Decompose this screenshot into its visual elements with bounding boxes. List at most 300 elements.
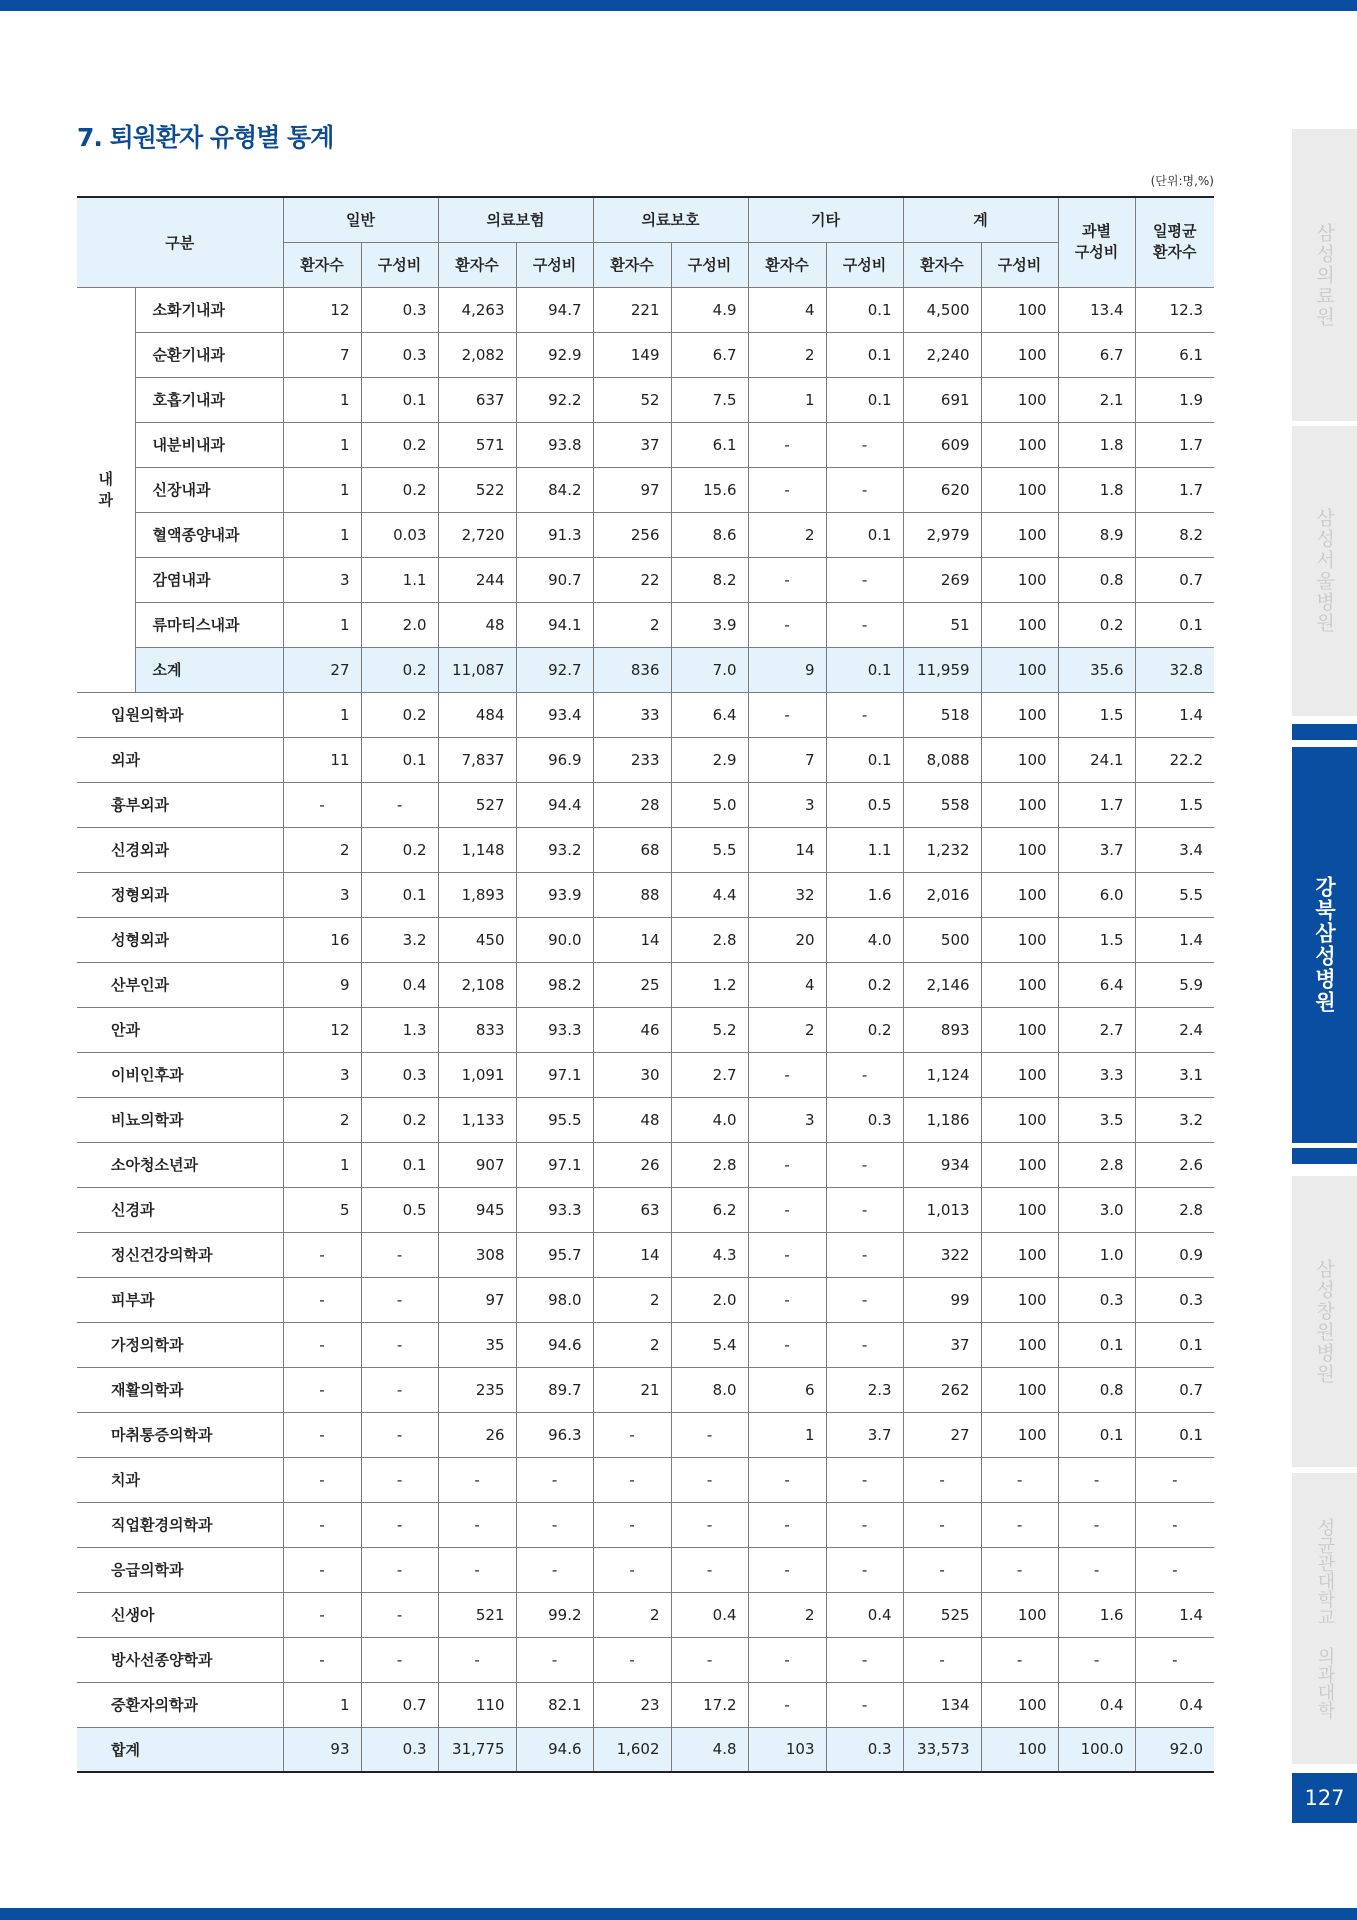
table-cell: 7 — [283, 332, 361, 377]
table-cell: 4 — [748, 962, 826, 1007]
row-label: 입원의학과 — [77, 692, 283, 737]
table-cell: - — [593, 1457, 671, 1502]
table-cell: 97.1 — [516, 1142, 593, 1187]
row-label: 소아청소년과 — [77, 1142, 283, 1187]
table-cell: - — [283, 1412, 361, 1457]
table-cell: - — [826, 422, 903, 467]
table-cell: 35 — [438, 1322, 516, 1367]
table-cell: 0.3 — [361, 1052, 438, 1097]
table-cell: 0.1 — [826, 287, 903, 332]
table-cell: 0.1 — [1135, 1322, 1214, 1367]
table-cell: 6.7 — [671, 332, 748, 377]
table-cell: 0.2 — [826, 1007, 903, 1052]
table-cell: 100 — [981, 647, 1058, 692]
table-cell: 2 — [748, 512, 826, 557]
table-cell: 93.8 — [516, 422, 593, 467]
table-cell: 97.1 — [516, 1052, 593, 1097]
row-label: 호흡기내과 — [135, 377, 283, 422]
table-cell: 7.5 — [671, 377, 748, 422]
table-cell: 637 — [438, 377, 516, 422]
table-cell: 3.4 — [1135, 827, 1214, 872]
table-row — [77, 377, 1214, 422]
table-cell: 48 — [593, 1097, 671, 1142]
table-cell: 100 — [981, 557, 1058, 602]
table-cell: 7,837 — [438, 737, 516, 782]
table-cell: 0.1 — [826, 647, 903, 692]
table-cell: 2.8 — [1135, 1187, 1214, 1232]
table-cell: 3.3 — [1058, 1052, 1135, 1097]
row-label: 피부과 — [77, 1277, 283, 1322]
table-cell: - — [826, 1637, 903, 1682]
table-cell: 100 — [981, 1277, 1058, 1322]
active-tab-marker — [1292, 1148, 1357, 1164]
table-cell: 1.0 — [1058, 1232, 1135, 1277]
table-cell: 1,232 — [903, 827, 981, 872]
table-cell: 134 — [903, 1682, 981, 1727]
header-ratio: 구성비 — [826, 242, 903, 287]
table-cell: 945 — [438, 1187, 516, 1232]
table-cell: 22.2 — [1135, 737, 1214, 782]
table-cell: 0.1 — [1135, 602, 1214, 647]
table-cell: - — [903, 1547, 981, 1592]
table-cell: 8.2 — [671, 557, 748, 602]
table-cell: 893 — [903, 1007, 981, 1052]
table-cell: 88 — [593, 872, 671, 917]
table-cell: 0.7 — [1135, 1367, 1214, 1412]
table-cell: 90.7 — [516, 557, 593, 602]
table-cell: - — [826, 1682, 903, 1727]
table-cell: 84.2 — [516, 467, 593, 512]
side-tab-kangbuk-samsung-hospital[interactable]: 강북삼성병원 — [1292, 747, 1357, 1143]
table-cell: 8.2 — [1135, 512, 1214, 557]
table-cell: 1,186 — [903, 1097, 981, 1142]
row-label: 정형외과 — [77, 872, 283, 917]
table-cell: 1.2 — [671, 962, 748, 1007]
table-cell: - — [283, 782, 361, 827]
table-cell: 6.7 — [1058, 332, 1135, 377]
table-cell: 2 — [748, 332, 826, 377]
table-cell: 0.1 — [361, 872, 438, 917]
table-cell: 99.2 — [516, 1592, 593, 1637]
table-cell: 20 — [748, 917, 826, 962]
table-cell: 1.4 — [1135, 1592, 1214, 1637]
table-cell: - — [593, 1412, 671, 1457]
table-cell: 0.5 — [826, 782, 903, 827]
table-cell: - — [361, 1277, 438, 1322]
table-cell: 1.5 — [1058, 692, 1135, 737]
table-cell: 1,091 — [438, 1052, 516, 1097]
table-cell: 26 — [593, 1142, 671, 1187]
table-cell: - — [826, 1322, 903, 1367]
table-cell: 2.8 — [671, 917, 748, 962]
table-cell: 450 — [438, 917, 516, 962]
page-title: 7. 퇴원환자 유형별 통계 — [77, 123, 334, 152]
row-label: 외과 — [77, 737, 283, 782]
active-tab-marker — [1292, 724, 1357, 740]
table-cell: 934 — [903, 1142, 981, 1187]
table-cell: 0.4 — [361, 962, 438, 1007]
table-cell: 571 — [438, 422, 516, 467]
row-label: 산부인과 — [77, 962, 283, 1007]
table-cell: 100 — [981, 377, 1058, 422]
table-row — [77, 962, 1214, 1007]
row-label: 혈액종양내과 — [135, 512, 283, 557]
table-row — [77, 1592, 1214, 1637]
table-cell: 2 — [593, 1592, 671, 1637]
table-cell: 0.2 — [361, 422, 438, 467]
table-cell: - — [748, 1457, 826, 1502]
row-label: 안과 — [77, 1007, 283, 1052]
table-cell: 1.9 — [1135, 377, 1214, 422]
table-cell: 2.7 — [1058, 1007, 1135, 1052]
side-tab-samsung-changwon-hospital[interactable]: 삼성창원병원 — [1292, 1176, 1357, 1467]
table-cell: 3 — [748, 1097, 826, 1142]
table-cell: 521 — [438, 1592, 516, 1637]
table-cell: 522 — [438, 467, 516, 512]
table-cell: - — [516, 1502, 593, 1547]
table-cell: 5.5 — [1135, 872, 1214, 917]
header-ratio: 구성비 — [981, 242, 1058, 287]
table-cell: 0.2 — [361, 1097, 438, 1142]
table-cell: 48 — [438, 602, 516, 647]
table-cell: 5.9 — [1135, 962, 1214, 1007]
table-cell: 100 — [981, 1187, 1058, 1232]
table-cell: 100 — [981, 1412, 1058, 1457]
table-cell: 1 — [283, 602, 361, 647]
row-group-internal-medicine: 내 과 — [77, 287, 135, 692]
table-cell: 1,148 — [438, 827, 516, 872]
row-label: 성형외과 — [77, 917, 283, 962]
table-cell: 1 — [283, 692, 361, 737]
table-cell: 6.0 — [1058, 872, 1135, 917]
table-cell: 4.0 — [671, 1097, 748, 1142]
table-cell: - — [671, 1502, 748, 1547]
table-cell: 14 — [593, 1232, 671, 1277]
page-number: 127 — [1292, 1773, 1357, 1823]
table-cell: - — [826, 1457, 903, 1502]
table-cell: - — [361, 1367, 438, 1412]
table-cell: - — [748, 1232, 826, 1277]
table-cell: 14 — [748, 827, 826, 872]
table-cell: - — [593, 1637, 671, 1682]
table-cell: 2.6 — [1135, 1142, 1214, 1187]
table-cell: 2 — [283, 827, 361, 872]
table-cell: 518 — [903, 692, 981, 737]
table-cell: 0.7 — [1135, 557, 1214, 602]
table-cell: 21 — [593, 1367, 671, 1412]
table-cell: - — [671, 1412, 748, 1457]
table-cell: - — [981, 1457, 1058, 1502]
table-cell: 0.3 — [826, 1727, 903, 1772]
table-cell: 100 — [981, 1142, 1058, 1187]
table-cell: - — [903, 1637, 981, 1682]
row-label: 소화기내과 — [135, 287, 283, 332]
table-cell: 100 — [981, 1592, 1058, 1637]
table-cell: - — [826, 1142, 903, 1187]
table-row — [77, 422, 1214, 467]
table-cell: 2 — [283, 1097, 361, 1142]
table-cell: 4.3 — [671, 1232, 748, 1277]
table-cell: 1.7 — [1135, 422, 1214, 467]
table-cell: - — [748, 1547, 826, 1592]
table-cell: 93.3 — [516, 1187, 593, 1232]
table-cell: 1,124 — [903, 1052, 981, 1097]
header-group-other: 기타 — [748, 197, 903, 242]
row-label: 합계 — [77, 1727, 283, 1772]
table-cell: 0.1 — [826, 737, 903, 782]
table-cell: - — [1058, 1457, 1135, 1502]
table-cell: 22 — [593, 557, 671, 602]
table-cell: 484 — [438, 692, 516, 737]
table-cell: - — [748, 1142, 826, 1187]
table-cell: 92.0 — [1135, 1727, 1214, 1772]
table-cell: - — [361, 1457, 438, 1502]
table-cell: 527 — [438, 782, 516, 827]
table-row — [77, 1187, 1214, 1232]
table-row — [77, 1412, 1214, 1457]
table-cell: - — [671, 1637, 748, 1682]
table-cell: - — [283, 1592, 361, 1637]
table-cell: - — [1058, 1502, 1135, 1547]
table-cell: - — [361, 1232, 438, 1277]
table-cell: - — [748, 422, 826, 467]
table-cell: 0.8 — [1058, 1367, 1135, 1412]
table-cell: 94.1 — [516, 602, 593, 647]
table-cell: 3 — [283, 872, 361, 917]
table-cell: 95.7 — [516, 1232, 593, 1277]
header-group-sum: 계 — [903, 197, 1058, 242]
table-row — [77, 1007, 1214, 1052]
side-tab-skku-medicine[interactable]: 성균관대학교 의과대학 — [1292, 1473, 1357, 1764]
table-cell: 97 — [438, 1277, 516, 1322]
table-cell: - — [516, 1547, 593, 1592]
table-cell: 1.7 — [1135, 467, 1214, 512]
table-cell: 2.4 — [1135, 1007, 1214, 1052]
header-ratio: 구성비 — [516, 242, 593, 287]
table-cell: 92.9 — [516, 332, 593, 377]
row-label: 신경과 — [77, 1187, 283, 1232]
table-cell: - — [1058, 1547, 1135, 1592]
table-cell: 96.3 — [516, 1412, 593, 1457]
table-cell: 1.8 — [1058, 422, 1135, 467]
table-cell: 235 — [438, 1367, 516, 1412]
table-cell: 833 — [438, 1007, 516, 1052]
table-cell: 100 — [981, 872, 1058, 917]
table-cell: 8.9 — [1058, 512, 1135, 557]
table-cell: 2,979 — [903, 512, 981, 557]
table-cell: 2.1 — [1058, 377, 1135, 422]
table-cell: 1 — [283, 467, 361, 512]
row-label: 감염내과 — [135, 557, 283, 602]
table-cell: 1.6 — [826, 872, 903, 917]
table-cell: - — [981, 1547, 1058, 1592]
table-row — [77, 1322, 1214, 1367]
table-cell: 233 — [593, 737, 671, 782]
table-cell: 12 — [283, 1007, 361, 1052]
table-cell: 2 — [593, 1322, 671, 1367]
table-cell: 221 — [593, 287, 671, 332]
table-row — [77, 872, 1214, 917]
table-cell: - — [1135, 1637, 1214, 1682]
table-cell: 6.4 — [671, 692, 748, 737]
row-label: 흉부외과 — [77, 782, 283, 827]
table-cell: 13.4 — [1058, 287, 1135, 332]
table-cell: 4.8 — [671, 1727, 748, 1772]
table-cell: 5 — [283, 1187, 361, 1232]
table-cell: 1.4 — [1135, 692, 1214, 737]
table-cell: 2.8 — [1058, 1142, 1135, 1187]
header-ratio: 구성비 — [671, 242, 748, 287]
table-cell: 2,146 — [903, 962, 981, 1007]
table-cell: 92.2 — [516, 377, 593, 422]
table-cell: - — [826, 1187, 903, 1232]
table-cell: - — [283, 1547, 361, 1592]
table-cell: 4.4 — [671, 872, 748, 917]
table-cell: 1.5 — [1058, 917, 1135, 962]
table-cell: 35.6 — [1058, 647, 1135, 692]
table-cell: - — [826, 467, 903, 512]
row-label: 내분비내과 — [135, 422, 283, 467]
table-cell: 2 — [593, 1277, 671, 1322]
table-row — [77, 557, 1214, 602]
table-cell: 32.8 — [1135, 647, 1214, 692]
table-cell: - — [438, 1547, 516, 1592]
bottom-accent-bar — [0, 1908, 1357, 1920]
table-cell: 2,240 — [903, 332, 981, 377]
table-row — [77, 827, 1214, 872]
header-daily-avg: 일평균 환자수 — [1135, 197, 1214, 287]
table-cell: 6.2 — [671, 1187, 748, 1232]
table-row — [77, 1547, 1214, 1592]
table-cell: 3.5 — [1058, 1097, 1135, 1142]
table-row — [77, 1637, 1214, 1682]
table-cell: 98.2 — [516, 962, 593, 1007]
table-cell: 89.7 — [516, 1367, 593, 1412]
table-cell: 6 — [748, 1367, 826, 1412]
table-cell: 4 — [748, 287, 826, 332]
table-cell: 12.3 — [1135, 287, 1214, 332]
table-cell: 1,013 — [903, 1187, 981, 1232]
table-row — [77, 917, 1214, 962]
table-cell: 1,602 — [593, 1727, 671, 1772]
table-row — [77, 1097, 1214, 1142]
table-cell: - — [283, 1367, 361, 1412]
table-row — [77, 332, 1214, 377]
table-cell: 5.5 — [671, 827, 748, 872]
row-label: 류마티스내과 — [135, 602, 283, 647]
table-cell: 836 — [593, 647, 671, 692]
table-cell: 1 — [748, 1412, 826, 1457]
table-cell: 25 — [593, 962, 671, 1007]
row-label: 정신건강의학과 — [77, 1232, 283, 1277]
table-cell: 3.1 — [1135, 1052, 1214, 1097]
table-cell: 16 — [283, 917, 361, 962]
row-label: 재활의학과 — [77, 1367, 283, 1412]
table-cell: 2.0 — [671, 1277, 748, 1322]
table-cell: 1 — [748, 377, 826, 422]
side-tab-samsung-medical-center[interactable]: 삼성의료원 — [1292, 129, 1357, 421]
table-cell: - — [826, 1232, 903, 1277]
row-label: 치과 — [77, 1457, 283, 1502]
table-cell: 100.0 — [1058, 1727, 1135, 1772]
table-cell: 0.4 — [826, 1592, 903, 1637]
table-cell: - — [593, 1547, 671, 1592]
table-cell: 3 — [283, 557, 361, 602]
table-cell: 907 — [438, 1142, 516, 1187]
table-cell: 23 — [593, 1682, 671, 1727]
table-cell: 2.3 — [826, 1367, 903, 1412]
table-cell: 17.2 — [671, 1682, 748, 1727]
table-cell: 14 — [593, 917, 671, 962]
row-label: 순환기내과 — [135, 332, 283, 377]
table-cell: 0.2 — [826, 962, 903, 1007]
table-cell: - — [593, 1502, 671, 1547]
table-cell: - — [283, 1322, 361, 1367]
row-label: 마취통증의학과 — [77, 1412, 283, 1457]
table-cell: - — [826, 1277, 903, 1322]
table-cell: 93.2 — [516, 827, 593, 872]
table-cell: 1.6 — [1058, 1592, 1135, 1637]
table-cell: 1.3 — [361, 1007, 438, 1052]
table-cell: 5.0 — [671, 782, 748, 827]
table-cell: 0.1 — [826, 377, 903, 422]
table-row — [77, 512, 1214, 557]
row-label: 가정의학과 — [77, 1322, 283, 1367]
table-cell: 0.4 — [1135, 1682, 1214, 1727]
table-cell: 32 — [748, 872, 826, 917]
table-cell: 51 — [903, 602, 981, 647]
table-cell: 2,016 — [903, 872, 981, 917]
table-cell: 1,133 — [438, 1097, 516, 1142]
table-cell: 2 — [748, 1592, 826, 1637]
table-cell: 100 — [981, 962, 1058, 1007]
table-cell: 0.2 — [361, 467, 438, 512]
table-cell: - — [748, 602, 826, 647]
side-tab-samsung-seoul-hospital[interactable]: 삼성서울병원 — [1292, 426, 1357, 716]
table-cell: 8,088 — [903, 737, 981, 782]
table-cell: - — [1135, 1457, 1214, 1502]
table-row — [77, 602, 1214, 647]
subtotal-row — [77, 647, 1214, 692]
table-cell: - — [748, 1637, 826, 1682]
table-cell: 103 — [748, 1727, 826, 1772]
table-cell: 100 — [981, 602, 1058, 647]
row-label: 방사선종양학과 — [77, 1637, 283, 1682]
unit-note: (단위:명,%) — [1150, 174, 1214, 188]
table-cell: 5.4 — [671, 1322, 748, 1367]
table-cell: 1.7 — [1058, 782, 1135, 827]
table-cell: 94.4 — [516, 782, 593, 827]
table-cell: - — [361, 1637, 438, 1682]
table-cell: 100 — [981, 287, 1058, 332]
table-cell: - — [516, 1457, 593, 1502]
table-cell: 0.1 — [361, 1142, 438, 1187]
table-cell: 149 — [593, 332, 671, 377]
table-cell: 37 — [593, 422, 671, 467]
table-cell: 4,500 — [903, 287, 981, 332]
table-cell: 28 — [593, 782, 671, 827]
table-cell: 1.1 — [826, 827, 903, 872]
table-cell: 100 — [981, 1367, 1058, 1412]
table-cell: 100 — [981, 1007, 1058, 1052]
table-cell: - — [438, 1637, 516, 1682]
table-cell: 91.3 — [516, 512, 593, 557]
table-cell: 0.3 — [361, 332, 438, 377]
table-cell: - — [903, 1502, 981, 1547]
table-cell: 1 — [283, 1142, 361, 1187]
table-row — [77, 1457, 1214, 1502]
table-cell: - — [748, 467, 826, 512]
